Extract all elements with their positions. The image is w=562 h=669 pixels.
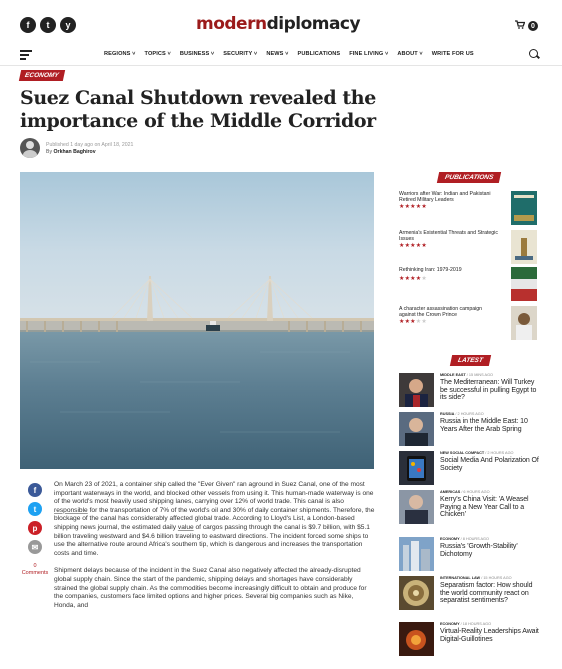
rating-stars: ★★★★★: [399, 204, 427, 210]
article-meta: [46, 142, 133, 155]
latest-category: ECONOMY / 18 HOURS AGO: [440, 622, 492, 626]
category-badge[interactable]: ECONOMY: [19, 70, 65, 81]
latest-title[interactable]: Virtual-Reality Leaderships Await Digital-Guillotines: [440, 628, 539, 643]
latest-item[interactable]: [399, 537, 541, 575]
author-avatar[interactable]: [20, 138, 40, 158]
latest-category: NEW SOCIAL COMPACT / 2 HOURS AGO: [440, 451, 514, 455]
cart-button[interactable]: [515, 20, 538, 32]
nav-item-business[interactable]: BUSINESS ˅: [179, 51, 215, 57]
cart-count: 0: [528, 21, 538, 31]
nav-item-security[interactable]: SECURITY ˅: [223, 51, 258, 57]
comments-link[interactable]: [22, 563, 49, 577]
latest-category: AMERICAS / 6 HOURS AGO: [440, 490, 490, 494]
publication-cover[interactable]: [511, 230, 537, 264]
publication-item[interactable]: [399, 306, 539, 344]
latest-thumbnail[interactable]: [399, 373, 434, 407]
twitter-icon[interactable]: t: [40, 17, 56, 33]
youtube-icon[interactable]: y: [60, 17, 76, 33]
nav-item-regions[interactable]: REGIONS ˅: [104, 51, 136, 57]
nav-item-publications[interactable]: PUBLICATIONS: [297, 51, 341, 57]
latest-category: INTERNATIONAL LAW / 15 HOURS AGO: [440, 576, 512, 580]
latest-item[interactable]: [399, 622, 541, 660]
publication-title[interactable]: Armenia's Existential Threats and Strategic Issues: [399, 230, 498, 242]
publication-title[interactable]: Rethinking Iran: 1979-2019: [399, 267, 462, 273]
hero-image: [20, 172, 374, 469]
cart-icon: [515, 20, 525, 32]
publication-cover[interactable]: [511, 306, 537, 340]
article-paragraph-2: Shipment delays because of the incident in the Suez Canal also negatively affected the already-disrupted global supply chain. Since the start of the pandemic, shipping delays and shortages have considerably strained the global supply chain. As the commodities become increasingly difficult to obtain and produce for the companies, customers face limited options and higher prices. Several big companies such as Nike, Honda, and: [54, 567, 367, 609]
publication-title[interactable]: A character assassination campaign against the Crown Prince: [399, 306, 483, 318]
share-bar: [20, 483, 50, 577]
article-body: [54, 481, 376, 619]
share-email-icon[interactable]: ✉: [28, 540, 42, 554]
nav-item-about[interactable]: ABOUT ˅: [397, 51, 423, 57]
paragraph-text: On March 23 of 2021, a container ship called the "Ever Given" ran aground in Suez Canal, one of the most important waterways in the world, and blocked other vessels from using it. This human-made waterway is one of the world's most heavily used shipping lanes, carrying over 12% of world trade. This canal is also: [54, 481, 374, 506]
publications-heading: PUBLICATIONS: [437, 172, 502, 183]
latest-title[interactable]: Russia in the Middle East: 10 Years After the Arab Spring: [440, 418, 528, 433]
byline: [46, 149, 133, 155]
latest-category: MIDDLE EAST / 15 MINS AGO: [440, 373, 493, 377]
article-title: Suez Canal Shutdown revealed the importance of the Middle Corridor: [20, 87, 376, 132]
latest-category: RUSSIA / 2 HOURS AGO: [440, 412, 484, 416]
latest-heading: LATEST: [450, 355, 491, 366]
rating-stars: ★★★★★: [399, 319, 427, 325]
logo-part-diplomacy: diplomacy: [266, 14, 361, 34]
latest-thumbnail[interactable]: [399, 537, 434, 571]
latest-item[interactable]: [399, 412, 541, 450]
comments-count: 0: [33, 563, 37, 569]
main-nav: [0, 44, 562, 66]
publication-title[interactable]: Warriors after War: Indian and Pakistani Retired Military Leaders: [399, 191, 491, 203]
top-bar: [0, 0, 562, 44]
rating-stars: ★★★★★: [399, 243, 427, 249]
latest-category: ECONOMY / 8 HOURS AGO: [440, 537, 489, 541]
latest-title[interactable]: The Mediterranean: Will Turkey be successful in pulling Egypt to its side?: [440, 379, 537, 402]
link-responsible[interactable]: responsible: [54, 506, 88, 514]
latest-item[interactable]: [399, 373, 541, 411]
latest-title[interactable]: Social Media And Polarization Of Society: [440, 457, 539, 472]
author-row: [20, 138, 133, 158]
author-name[interactable]: Orkhan Baghirov: [53, 148, 96, 155]
link-value[interactable]: value: [177, 523, 194, 531]
paragraph-text: of cargos passing through the canal is $9.7 billion, with $5.1 billion traveling westward and $4.6 billion traveling to eastward directions. The incident forced some ships to use the alternative route around Africa's southern tip, which is dangerous and increases the transportation costs and time.: [54, 523, 370, 557]
search-icon[interactable]: [529, 49, 538, 58]
site-logo[interactable]: [196, 14, 360, 34]
latest-item[interactable]: [399, 490, 541, 528]
publication-cover[interactable]: [511, 191, 537, 225]
publication-item[interactable]: [399, 267, 539, 305]
latest-title[interactable]: Kerry's China Visit: 'A Weasel Paying a New Year Call to a Chicken': [440, 496, 529, 519]
publication-cover[interactable]: [511, 267, 537, 301]
share-twitter-icon[interactable]: t: [28, 502, 42, 516]
latest-thumbnail[interactable]: [399, 576, 434, 610]
latest-item[interactable]: [399, 451, 541, 489]
publish-date: Published 1 day ago on April 18, 2021: [46, 141, 134, 148]
nav-item-news[interactable]: NEWS ˅: [266, 51, 289, 57]
publication-item[interactable]: [399, 230, 539, 268]
latest-title[interactable]: Russia's 'Growth-Stability' Dichotomy: [440, 543, 518, 558]
latest-thumbnail[interactable]: [399, 622, 434, 656]
nav-items: [104, 51, 474, 57]
comments-label: Comments: [21, 570, 49, 576]
latest-thumbnail[interactable]: [399, 451, 434, 485]
paragraph-text: for the transportation of 7% of the world's oil and 30% of daily container shipments. Therefore, the blockage of the canal has considerably affected global trade. According to Lloyd's List, a London-based shipping news journal, the estimated daily: [54, 506, 375, 531]
latest-title[interactable]: Separatism factor: How should the world community react on separatist sentiments?: [440, 582, 533, 605]
share-pinterest-icon[interactable]: p: [28, 521, 42, 535]
hamburger-menu-icon[interactable]: [20, 50, 32, 62]
logo-part-modern: modern: [196, 14, 267, 34]
social-links: [20, 17, 76, 33]
latest-thumbnail[interactable]: [399, 490, 434, 524]
nav-item-write-for-us[interactable]: WRITE FOR US: [431, 51, 474, 57]
latest-thumbnail[interactable]: [399, 412, 434, 446]
nav-item-fine-living[interactable]: FINE LIVING ˅: [349, 51, 389, 57]
article-paragraph-1: [54, 481, 376, 558]
nav-item-topics[interactable]: TOPICS ˅: [144, 51, 171, 57]
byline-prefix: By: [46, 148, 53, 155]
share-facebook-icon[interactable]: f: [28, 483, 42, 497]
latest-item[interactable]: [399, 576, 541, 614]
facebook-icon[interactable]: f: [20, 17, 36, 33]
publication-item[interactable]: [399, 191, 539, 229]
rating-stars: ★★★★★: [399, 276, 427, 282]
